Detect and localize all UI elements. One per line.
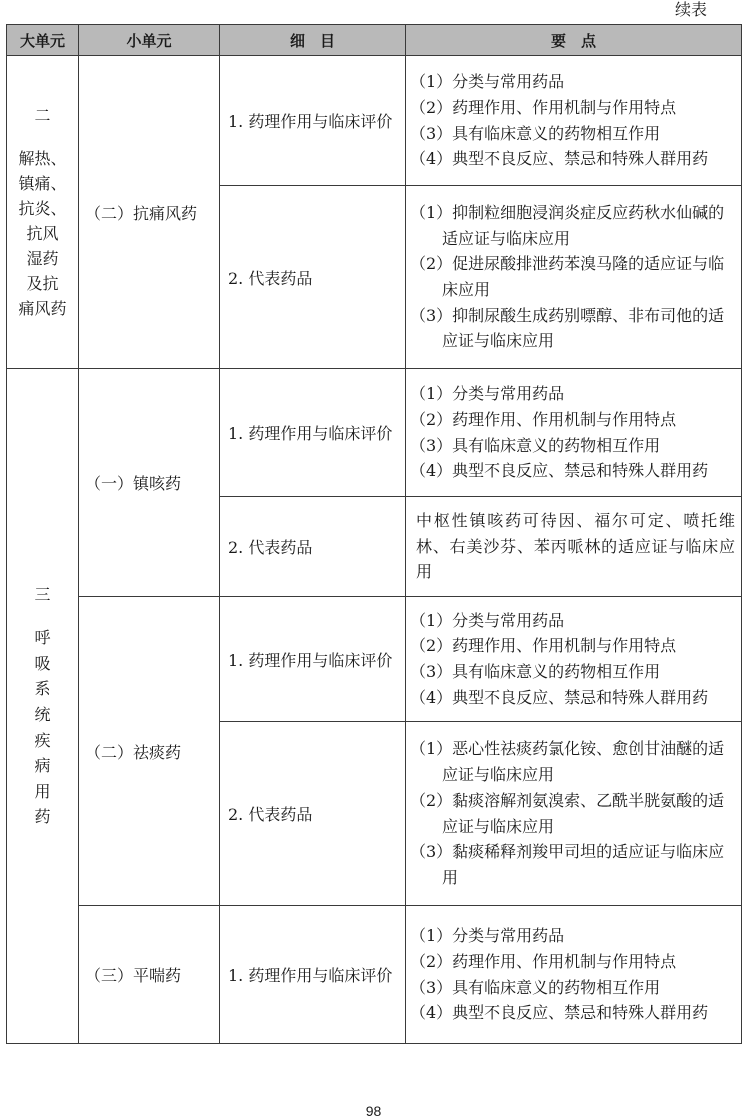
unit-name: 呼 吸 系 统 疾 病 用 药 xyxy=(34,628,51,827)
point-line: （2）药理作用、作用机制与作用特点 xyxy=(410,636,677,656)
header-item: 细 目 xyxy=(220,25,406,56)
points-cell xyxy=(406,56,742,186)
point-line: （1）分类与常用药品 xyxy=(410,72,565,92)
item-cell: 1. 药理作用与临床评价 xyxy=(220,369,406,497)
points-cell xyxy=(406,369,742,497)
point-line: （3）具有临床意义的药物相互作用 xyxy=(410,435,661,455)
point-line: （1）抑制粒细胞浸润炎症反应药秋水仙碱的适应证与临床应用 xyxy=(410,202,725,248)
point-paragraph: 中枢性镇咳药可待因、福尔可定、喷托维林、右美沙芬、苯丙哌林的适应证与临床应用 xyxy=(416,510,735,582)
unit-cell xyxy=(7,369,79,1044)
item-cell: 1. 药理作用与临床评价 xyxy=(220,56,406,186)
points-cell xyxy=(406,906,742,1044)
table-row xyxy=(7,56,742,186)
point-line: （3）具有临床意义的药物相互作用 xyxy=(410,662,661,681)
table-row xyxy=(7,906,742,1044)
point-line: （1）分类与常用药品 xyxy=(410,384,565,404)
point-line: （2）促进尿酸排泄药苯溴马隆的适应证与临床应用 xyxy=(410,254,725,299)
point-line: （4）典型不良反应、禁忌和特殊人群用药 xyxy=(410,461,709,481)
points-cell xyxy=(406,497,742,597)
unit-cell xyxy=(7,56,79,369)
page-number: 98 xyxy=(365,1103,382,1119)
point-line: （1）恶心性祛痰药氯化铵、愈创甘油醚的适应证与临床应用 xyxy=(410,739,725,785)
points-cell xyxy=(406,722,742,906)
unit-name: 解热、 镇痛、 抗炎、 抗风 湿药 及抗 痛风药 xyxy=(18,149,67,318)
point-line: （2）黏痰溶解剂氨溴索、乙酰半胱氨酸的适应证与临床应用 xyxy=(410,790,725,836)
item-cell: 1. 药理作用与临床评价 xyxy=(220,597,406,722)
syllabus-table xyxy=(6,24,742,1044)
item-cell: 2. 代表药品 xyxy=(220,497,406,597)
subunit-cell: （二）祛痰药 xyxy=(79,597,220,906)
header-unit: 大单元 xyxy=(7,25,79,56)
table-row xyxy=(7,369,742,497)
item-cell: 2. 代表药品 xyxy=(220,186,406,369)
points-cell xyxy=(406,186,742,369)
unit-number: 三 xyxy=(34,585,51,605)
subunit-cell: （三）平喘药 xyxy=(79,906,220,1044)
point-line: （1）分类与常用药品 xyxy=(410,610,565,630)
table-row xyxy=(7,597,742,722)
subunit-cell: （二）抗痛风药 xyxy=(79,56,220,369)
continued-label: 续表 xyxy=(674,0,707,19)
item-cell: 2. 代表药品 xyxy=(220,722,406,906)
point-line: （4）典型不良反应、禁忌和特殊人群用药 xyxy=(410,149,709,169)
point-line: （2）药理作用、作用机制与作用特点 xyxy=(410,97,677,117)
point-line: （3）抑制尿酸生成药别嘌醇、非布司他的适应证与临床应用 xyxy=(410,305,725,351)
table-header-row xyxy=(7,25,742,56)
point-line: （3）黏痰稀释剂羧甲司坦的适应证与临床应用 xyxy=(410,842,725,887)
point-line: （2）药理作用、作用机制与作用特点 xyxy=(410,951,677,971)
subunit-cell: （一）镇咳药 xyxy=(79,369,220,597)
header-subunit: 小单元 xyxy=(79,25,220,56)
point-line: （1）分类与常用药品 xyxy=(410,926,565,946)
unit-number: 二 xyxy=(34,106,51,125)
points-cell xyxy=(406,597,742,722)
point-line: （4）典型不良反应、禁忌和特殊人群用药 xyxy=(410,1003,709,1023)
point-line: （3）具有临床意义的药物相互作用 xyxy=(410,977,661,997)
header-points: 要 点 xyxy=(406,25,742,56)
point-line: （3）具有临床意义的药物相互作用 xyxy=(410,123,661,143)
item-cell: 1. 药理作用与临床评价 xyxy=(220,906,406,1044)
point-line: （2）药理作用、作用机制与作用特点 xyxy=(410,409,677,429)
point-line: （4）典型不良反应、禁忌和特殊人群用药 xyxy=(410,687,709,707)
